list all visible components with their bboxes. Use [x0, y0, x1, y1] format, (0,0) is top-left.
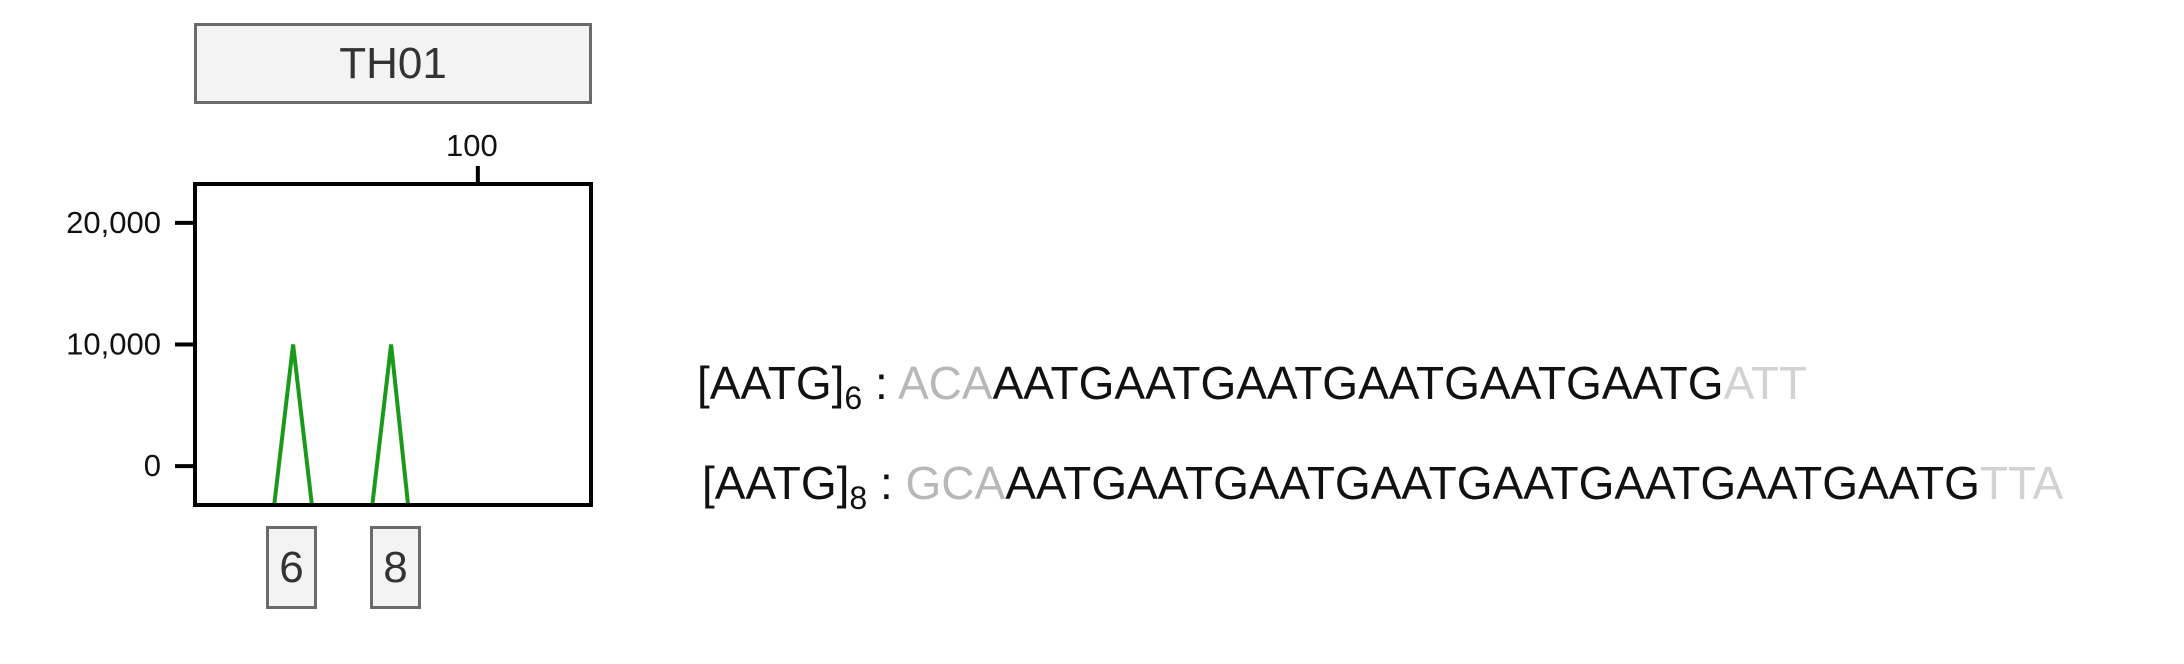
allele-label-box [266, 526, 317, 609]
repeat-core: AATGAATGAATGAATGAATGAATGAATGAATG [1005, 457, 1980, 509]
repeat-count: 6 [844, 380, 863, 416]
separator: : [867, 457, 906, 509]
allele-label: 8 [383, 542, 408, 592]
motif: [AATG] [697, 357, 845, 409]
y-tick-label: 0 [143, 448, 161, 484]
allele-label-box [370, 526, 421, 609]
repeat-core: AATGAATGAATGAATGAATGAATG [992, 357, 1724, 409]
right-flank: ATT [1723, 357, 1808, 409]
series-line [274, 345, 408, 506]
right-flank: TTA [1979, 457, 2064, 509]
x-tick-label: 100 [445, 128, 498, 163]
allele-label: 6 [279, 542, 304, 592]
locus-title: TH01 [339, 38, 447, 88]
sequence-line [702, 457, 2064, 516]
repeat-count: 8 [849, 480, 868, 516]
series-layer [274, 345, 408, 506]
left-flank: GCA [905, 457, 1006, 509]
y-tick-label: 20,000 [66, 204, 161, 240]
left-flank: ACA [898, 357, 993, 409]
sequence-line [697, 357, 1808, 416]
motif: [AATG] [702, 457, 850, 509]
y-tick-label: 10,000 [66, 326, 161, 362]
separator: : [862, 357, 898, 409]
